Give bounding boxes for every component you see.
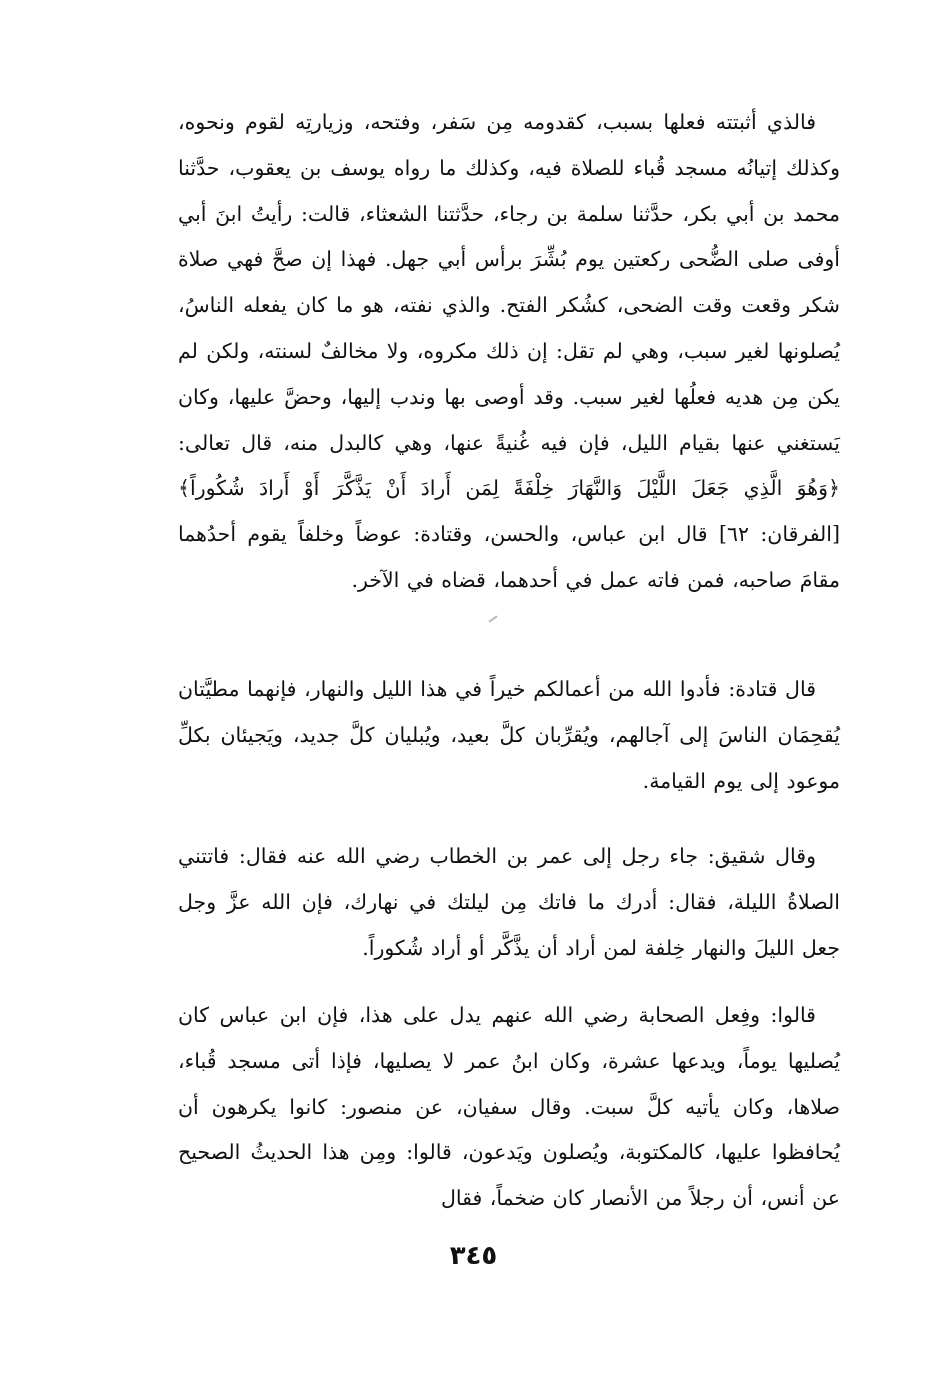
page-number: ٣٤٥ bbox=[449, 1241, 498, 1271]
paragraph-3-text: وقال شقيق: جاء رجل إلى عمر بن الخطاب رضي الله عنه فقال: فاتتني الصلاةُ الليلة، فقال: أدرك ما فاتك مِن ليلتك في نهارك، فإن الله عزَّ وجل جعل الليلَ والنهار خِلفة لمن أراد أن يذَّكَّر أو أراد شُكوراً. bbox=[178, 844, 840, 960]
paragraph-4-text: قالوا: وفِعل الصحابة رضي الله عنهم يدل على هذا، فإن ابن عباس كان يُصليها يوماً، ويدعها عشرة، وكان ابنُ عمر لا يصليها، فإذا أتى مسجد قُباء، صلاها، وكان يأتيه كلَّ سبت. وقال سفيان، عن منصور: كانوا يكرهون أن يُحافظوا عليها، كالمكتوبة، ويُصلون ويَدعون، قالوا: ومِن هذا الحديثُ الصحيح عن أنس، أن رجلاً من الأنصار كان ضخماً، فقال bbox=[178, 1003, 840, 1211]
paragraph-2 bbox=[178, 667, 840, 804]
paragraph-1 bbox=[178, 100, 840, 604]
paragraph-2-text: قال قتادة: فأدوا الله من أعمالكم خيراً في هذا الليل والنهار، فإنهما مطيَّتان يُقحِمَان الناسَ إلى آجالهم، ويُقرِّبان كلَّ بعيد، ويُبليان كلَّ جديد، ويَجيئان بكلِّ موعود إلى يوم القيامة. bbox=[178, 677, 840, 793]
paragraph-3 bbox=[178, 834, 840, 971]
scan-mark bbox=[488, 615, 497, 622]
paragraph-4 bbox=[178, 993, 840, 1222]
paragraph-1-text: فالذي أثبتته فعلها بسبب، كقدومه مِن سَفر، وفتحه، وزيارتِه لقوم ونحوه، وكذلك إتيانُه مسجد قُباء للصلاة فيه، وكذلك ما رواه يوسف بن يعقوب، حدَّثنا محمد بن أبي بكر، حدَّثنا سلمة بن رجاء، حدَّثتنا الشعثاء، قالت: رأيتُ ابنَ أبي أوفى صلى الضُّحى ركعتين يوم بُشِّرَ برأس أبي جهل. فهذا إن صحَّ فهي صلاة شكر وقعت وقت الضحى، كشُكر الفتح. والذي نفته، هو ما كان يفعله الناسُ، يُصلونها لغير سبب، وهي لم تقل: إن ذلك مكروه، ولا مخالفٌ لسنته، ولكن لم يكن مِن هديه فعلُها لغير سبب. وقد أوصى بها وندب إليها، وحضَّ عليها، وكان يَستغني عنها بقيام الليل، فإن فيه غُنيةً عنها، وهي كالبدل منه، قال تعالى: ﴿وَهُوَ الَّذِي جَعَلَ اللَّيْلَ وَالنَّهَارَ خِلْفَةً لِمَن أَرادَ أَنْ يَذَّكَّرَ أَوْ أَرادَ شُكُوراً﴾ [الفرقان: ٦٢] قال ابن عباس، والحسن، وقتادة: عوضاً وخلفاً يقوم أحدُهما مقامَ صاحبه، فمن فاته عمل في أحدهما، قضاه في الآخر. bbox=[178, 110, 841, 592]
